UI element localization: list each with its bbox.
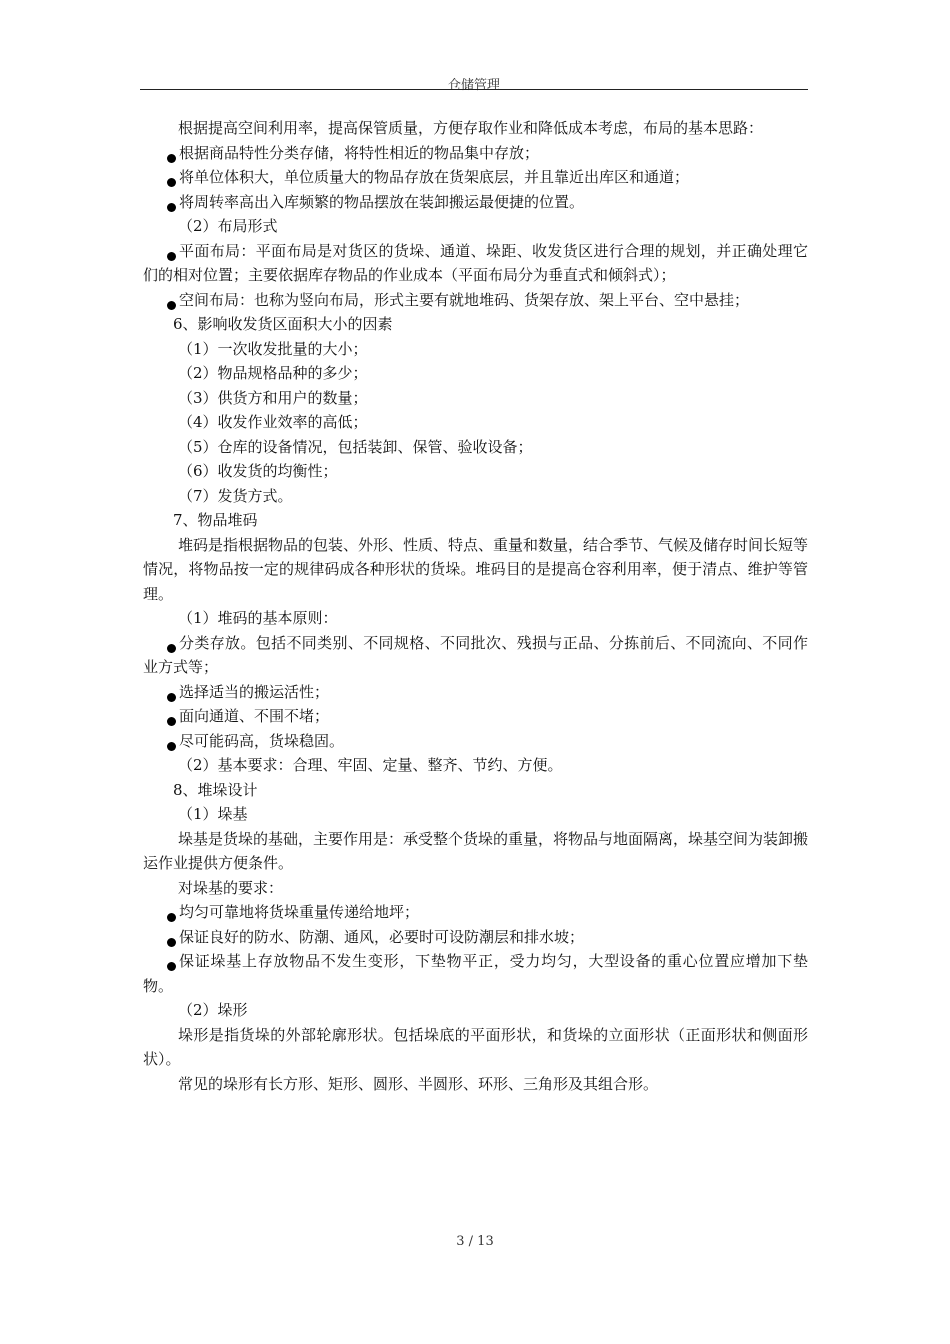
bullet-item (143, 165, 808, 190)
paragraph: 垛基是货垛的基础，主要作用是：承受整个货垛的重量，将物品与地面隔离，垛基空间为装卸搬运作业提供方便条件。 (143, 829, 809, 872)
bullet-dot-icon (167, 301, 176, 310)
paragraph: 垛形是指货垛的外部轮廓形状。包括垛底的平面形状，和货垛的立面形状（正面形状和侧面形状）。 (143, 1025, 808, 1068)
bullet-text: 分类存放。包括不同类别、不同规格、不同批次、残损与正品、分拣前后、不同流向、不同作业方式等； (143, 633, 808, 676)
bullet-text: 保证良好的防水、防潮、通风，必要时可设防潮层和排水坡； (179, 927, 585, 946)
bullet-dot-icon (167, 178, 176, 187)
bullet-text: 平面布局：平面布局是对货区的货垛、通道、垛距、收发货区进行合理的规划，并正确处理它们的相对位置；主要依据库存物品的作业成本（平面布局分为垂直式和倾斜式）； (143, 241, 808, 284)
subsection-item: （6）收发货的均衡性； (178, 462, 338, 480)
bullet-dot-icon (167, 154, 176, 163)
subsection-item: （3）供货方和用户的数量； (178, 388, 368, 407)
bullet-dot-icon (167, 693, 176, 702)
section-heading: 8、堆垛设计 (173, 780, 258, 799)
paragraph: 堆码是指根据物品的包装、外形、性质、特点、重量和数量，结合季节、气候及储存时间长短等情况，将物品按一定的规律码成各种形状的货垛。堆码目的是提高仓容利用率，便于清点、维护等管理。 (143, 535, 809, 603)
bullet-item (143, 729, 808, 754)
bullet-item (143, 949, 808, 998)
bullet-dot-icon (167, 913, 176, 922)
bullet-text: 选择适当的搬运活性； (179, 682, 330, 701)
bullet-item (143, 925, 808, 950)
bullet-dot-icon (167, 742, 176, 751)
subsection-item: （2）垛形 (178, 1001, 248, 1019)
bullet-text: 面向通道、不围不堵； (179, 707, 330, 725)
subsection-item: （1）堆码的基本原则： (178, 609, 338, 627)
bullet-dot-icon (167, 644, 176, 653)
bullet-text: 保证垛基上存放物品不发生变形，下垫物平正，受力均匀，大型设备的重心位置应增加下垫物。 (143, 952, 808, 995)
subsection-item: （2）物品规格品种的多少； (178, 364, 368, 382)
bullet-text: 均匀可靠地将货垛重量传递给地坪； (179, 903, 420, 921)
bullet-text: 尽可能码高，货垛稳固。 (179, 731, 345, 750)
subsection-item: （5）仓库的设备情况，包括装卸、保管、验收设备； (178, 437, 533, 456)
header-rule (140, 89, 808, 90)
subsection-item: （2）基本要求：合理、牢固、定量、整齐、节约、方便。 (178, 756, 563, 774)
bullet-item (143, 680, 808, 705)
bullet-dot-icon (167, 252, 176, 261)
running-header: 仓储管理 (447, 78, 500, 93)
paragraph: 对垛基的要求： (178, 878, 284, 897)
bullet-text: 空间布局：也称为竖向布局，形式主要有就地堆码、货架存放、架上平台、空中悬挂； (179, 290, 750, 309)
bullet-item (143, 704, 808, 729)
bullet-item (143, 288, 808, 313)
bullet-item (143, 190, 808, 215)
bullet-dot-icon (167, 938, 176, 947)
bullet-dot-icon (167, 962, 176, 971)
bullet-item (143, 141, 808, 166)
bullet-text: 将周转率高出入库频繁的物品摆放在装卸搬运最便捷的位置。 (179, 192, 585, 211)
page-number: 3 / 13 (456, 1234, 494, 1249)
bullet-text: 将单位体积大，单位质量大的物品存放在货架底层，并且靠近出库区和通道； (179, 168, 690, 186)
paragraph: 根据提高空间利用率，提高保管质量，方便存取作业和降低成本考虑，布局的基本思路： (178, 119, 764, 137)
bullet-dot-icon (167, 203, 176, 212)
bullet-dot-icon (167, 717, 176, 726)
section-heading: 7、物品堆码 (173, 511, 258, 529)
subsection-item: （7）发货方式。 (178, 486, 293, 505)
bullet-item (143, 239, 808, 288)
paragraph: 常见的垛形有长方形、矩形、圆形、半圆形、环形、三角形及其组合形。 (178, 1074, 659, 1093)
subsection-item: （1）一次收发批量的大小； (178, 339, 368, 358)
subsection-item: （2）布局形式 (178, 217, 278, 235)
bullet-item (143, 631, 808, 680)
bullet-text: 根据商品特性分类存储，将特性相近的物品集中存放； (179, 143, 540, 162)
subsection-item: （1）垛基 (178, 805, 248, 823)
document-body (143, 116, 808, 1096)
subsection-item: （4）收发作业效率的高低； (178, 413, 368, 431)
bullet-item (143, 900, 808, 925)
section-heading: 6、影响收发货区面积大小的因素 (173, 315, 393, 333)
